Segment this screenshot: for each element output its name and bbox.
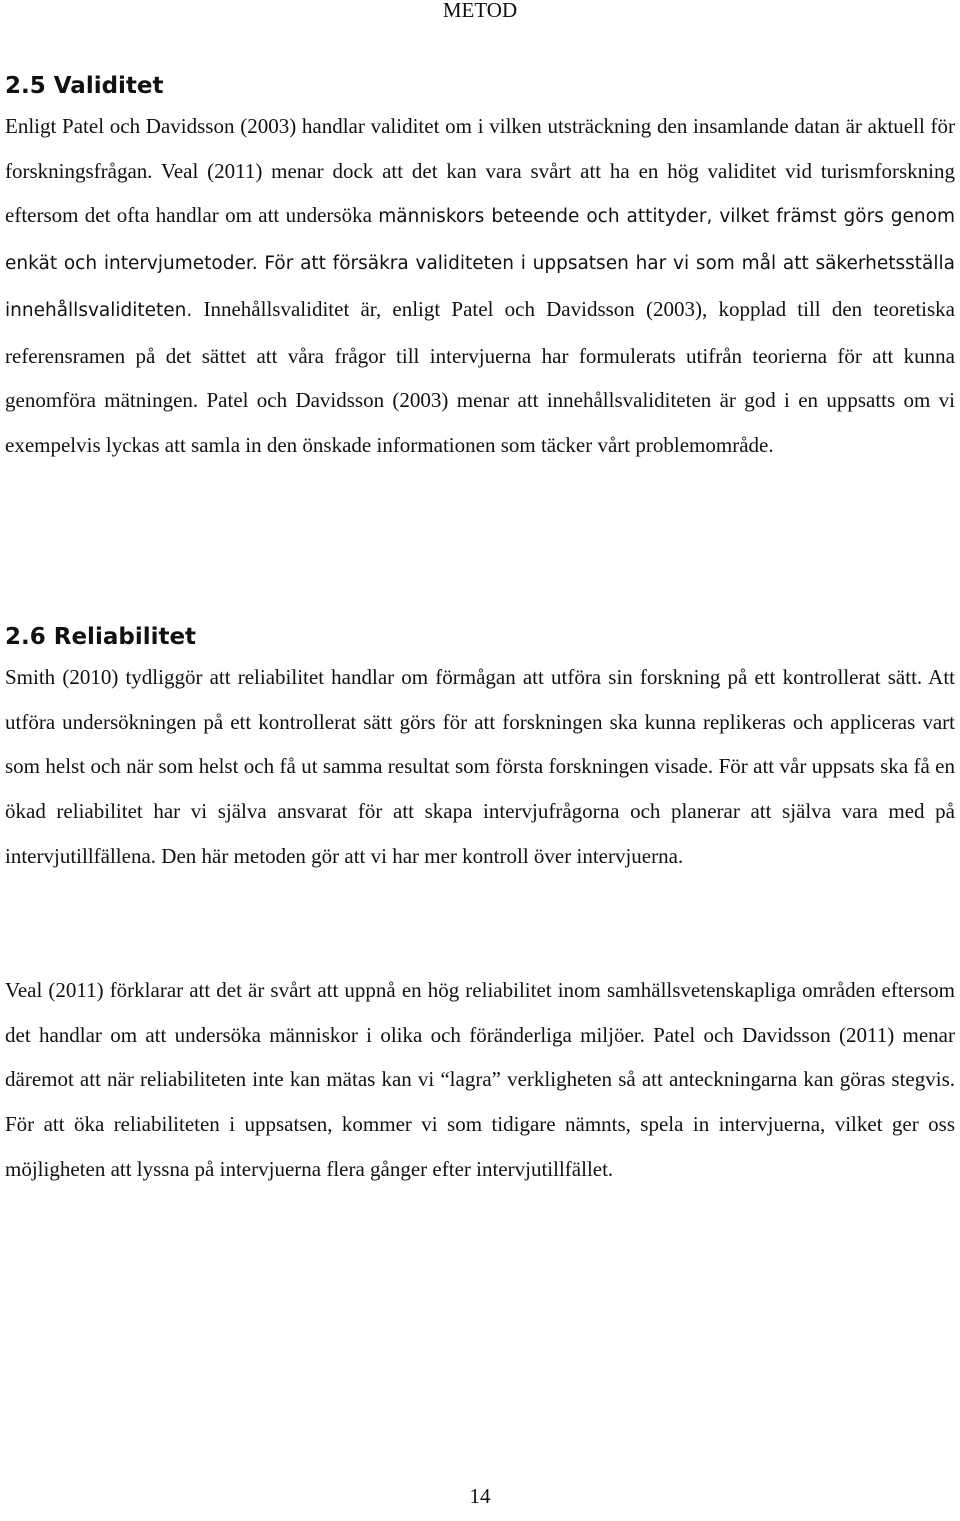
page-number: 14	[469, 1484, 491, 1508]
validitet-text-part-1: Enligt Patel och Davidsson (2003) handlar validitet om i vilken utsträckning den insamlande datan är aktuell för forskningsfrågan. Veal (2011) menar dock att det kan vara svårt att ha en hög validitet vid turismforskning eftersom det ofta handlar om att undersöka	[5, 114, 955, 228]
section-heading-reliabilitet: 2.6 Reliabilitet	[5, 624, 197, 650]
running-head: METOD	[442, 0, 518, 22]
validitet-text-part-3: Innehållsvaliditet är, enligt Patel och Davidsson (2003), kopplad till den teoretiska referensramen på det sättet att våra frågor till intervjuerna har formulerats utifrån teorierna för att kunna genomföra mätningen. Patel och Davidsson (2003) menar att innehållsvaliditeten är god i en uppsatts om vi exempelvis lyckas att samla in den önskade informationen som täcker vårt problemområde.	[5, 296, 955, 457]
reliabilitet-paragraph-1: Smith (2010) tydliggör att reliabilitet handlar om förmågan att utföra sin forskning på ett kontrollerat sätt. Att utföra undersökningen på ett kontrollerat sätt görs för att forskningen ska kunna replikeras och appliceras vart som helst och när som helst och få ut samma resultat som första forskningen visade. För att vår uppsats ska få en ökad reliabilitet har vi själva ansvarat för att skapa intervjufrågorna och planerar att själva vara med på intervjutillfällena. Den här metoden gör att vi har mer kontroll över intervjuerna.	[5, 665, 955, 868]
validitet-paragraph	[5, 104, 955, 468]
validitet-text-part-2: människors beteende och attityder, vilket främst görs genom enkät och intervjumetoder. För att försäkra validiteten i uppsatsen har vi som mål att säkerhetsställa innehållsvaliditeten.	[5, 206, 955, 321]
reliabilitet-paragraph-2: Veal (2011) förklarar att det är svårt att uppnå en hög reliabilitet inom samhällsvetenskapliga områden eftersom det handlar om att undersöka människor i olika och föränderliga miljöer. Patel och Davidsson (2011) menar däremot att när reliabiliteten inte kan mätas kan vi “lagra” verkligheten så att anteckningarna kan göras stegvis. För att öka reliabiliteten i uppsatsen, kommer vi som tidigare nämnts, spela in intervjuerna, vilket ger oss möjligheten att lyssna på intervjuerna flera gånger efter intervjutillfället.	[5, 978, 955, 1181]
section-heading-validitet: 2.5 Validitet	[5, 73, 164, 99]
